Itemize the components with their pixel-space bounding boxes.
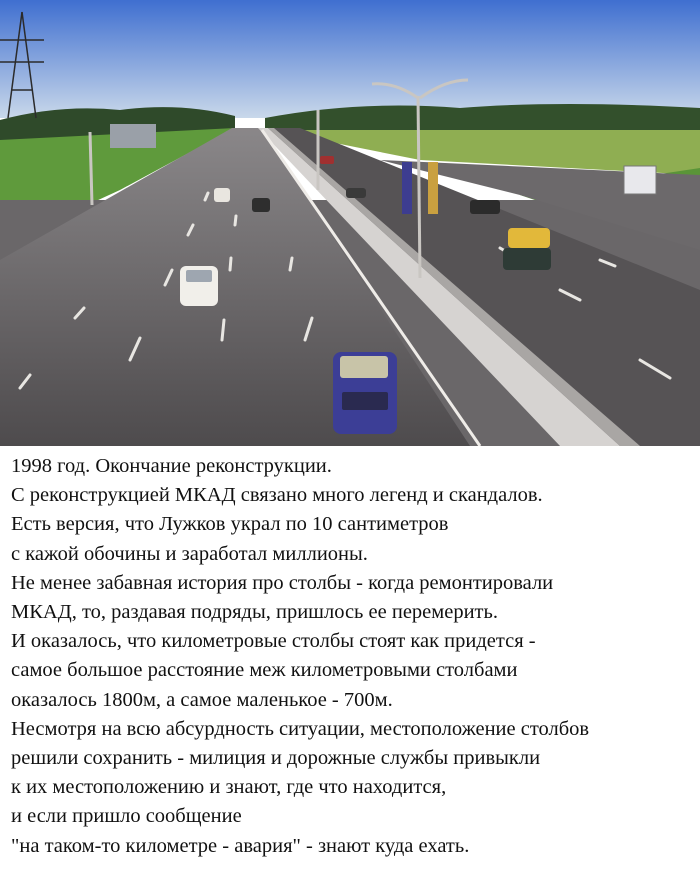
caption-line: самое большое расстояние меж километровыми столбами [11, 659, 518, 682]
billboard [110, 124, 156, 148]
caption-line: к их местоположению и знают, где что находится, [11, 776, 447, 799]
road-sign [624, 166, 656, 194]
banner-flag-2 [428, 162, 438, 214]
caption-line: и если пришло сообщение [11, 805, 242, 828]
caption-line: "на таком-то километре - авария" - знают куда ехать. [11, 834, 470, 857]
sky [0, 0, 700, 118]
caption-line: оказалось 1800м, а самое маленькое - 700м. [11, 688, 393, 711]
banner-flag [402, 162, 412, 214]
caption-line: МКАД, то, раздавая подряды, пришлось ее перемерить. [11, 601, 498, 624]
caption-line: Есть версия, что Лужков украл по 10 сантиметров [11, 513, 449, 536]
photo-caption [11, 452, 696, 861]
caption-line: И оказалось, что километровые столбы стоят как придется - [11, 630, 536, 653]
caption-line: 1998 год. Окончание реконструкции. [11, 455, 332, 477]
caption-line: Несмотря на всю абсурдность ситуации, местоположение столбов [11, 717, 590, 740]
caption-line: С реконструкцией МКАД связано много легенд и скандалов. [11, 484, 543, 507]
caption-line: Не менее забавная история про столбы - когда ремонтировали [11, 571, 554, 594]
caption-line: решили сохранить - милиция и дорожные службы привыкли [11, 747, 541, 770]
caption-line: с кажой обочины и заработал миллионы. [11, 542, 368, 565]
